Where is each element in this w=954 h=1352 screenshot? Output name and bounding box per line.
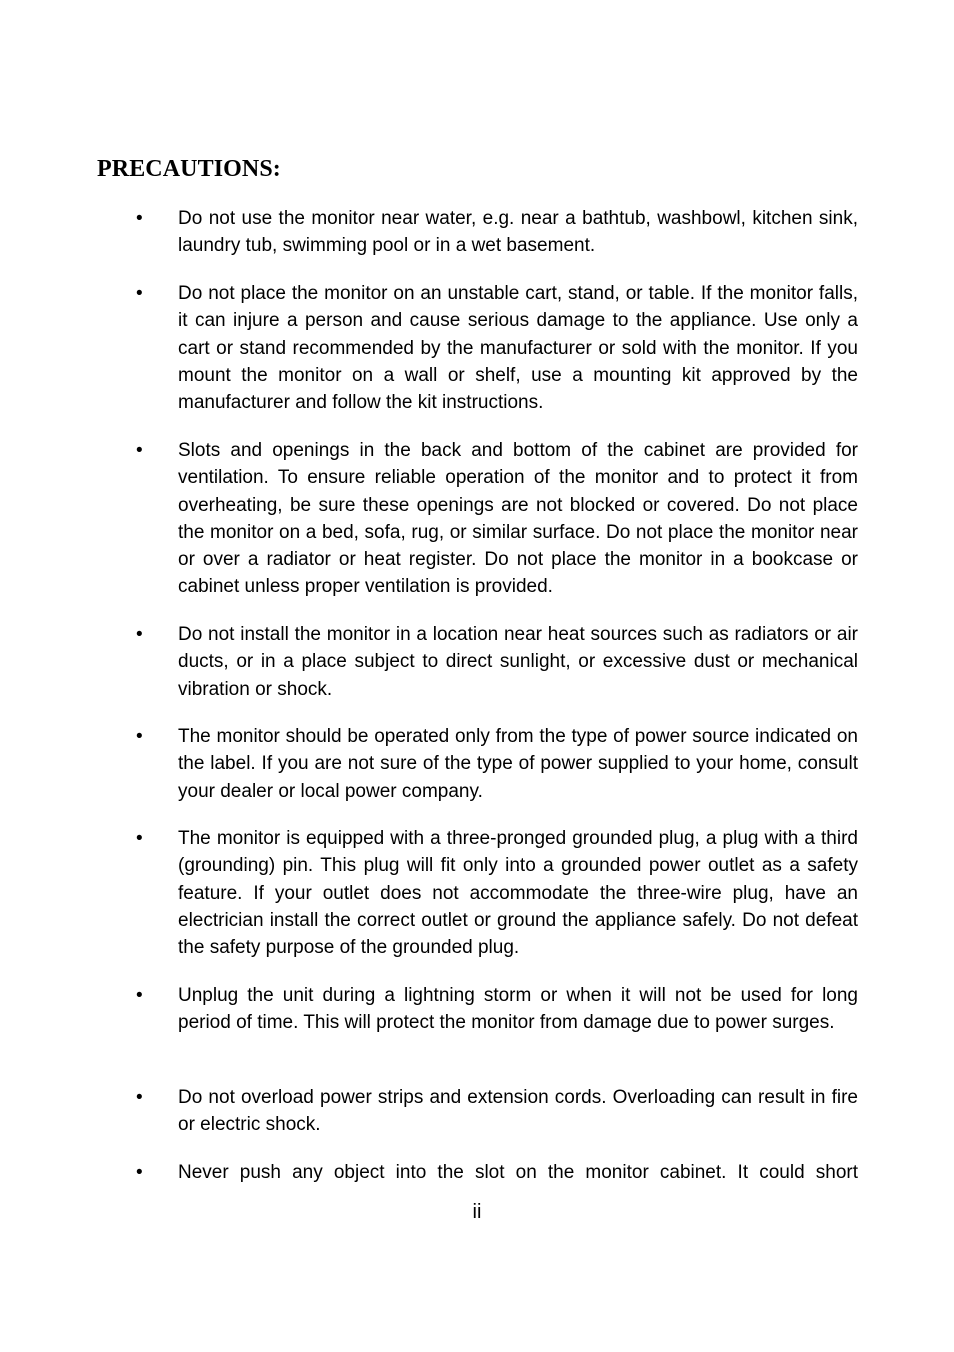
bullet-icon: • — [136, 726, 143, 747]
list-item-text: Do not install the monitor in a location near heat sources such as radiators or air ducts, or in a place subject to direct sunlight, or excessive dust or mechanical vibration or shock. — [178, 624, 858, 700]
bullet-icon: • — [136, 985, 143, 1006]
list-item-text: Slots and openings in the back and bottom of the cabinet are provided for ventilation. To ensure reliable operation of the monitor and to protect it from overheating, be sure these openings are not blocked or covered. Do not place the monitor on a bed, sofa, rug, or similar surface. Do not place the monitor near or over a radiator or heat register. Do not place the monitor in a bookcase or cabinet unless proper ventilation is provided. — [178, 440, 858, 598]
bullet-icon: • — [136, 624, 143, 645]
bullet-icon: • — [136, 283, 143, 304]
bullet-icon: • — [136, 828, 143, 849]
list-item-text: Unplug the unit during a lightning storm or when it will not be used for long period of time. This will protect the monitor from damage due to power surges. — [178, 985, 858, 1034]
bullet-icon: • — [136, 440, 143, 461]
bullet-icon: • — [136, 208, 143, 229]
bullet-icon: • — [136, 1087, 143, 1108]
list-item-text: The monitor is equipped with a three-pronged grounded plug, a plug with a third (grounding) pin. This plug will fit only into a grounded power outlet as a safety feature. If your outlet does not accommodate the three-wire plug, have an electrician install the correct outlet or ground the appliance safely. Do not defeat the safety purpose of the grounded plug. — [178, 828, 858, 959]
list-item-text: Never push any object into the slot on the monitor cabinet. It could short — [178, 1162, 858, 1183]
page-heading: PRECAUTIONS: — [97, 156, 281, 182]
list-item-text: Do not place the monitor on an unstable cart, stand, or table. If the monitor falls, it can injure a person and cause serious damage to the appliance. Use only a cart or stand recommended by the manufacturer or sold with the monitor. If you mount the monitor on a wall or shelf, use a mounting kit approved by the manufacturer and follow the kit instructions. — [178, 283, 858, 414]
list-item-text: Do not use the monitor near water, e.g. near a bathtub, washbowl, kitchen sink, laundry tub, swimming pool or in a wet basement. — [178, 208, 858, 257]
bullet-icon: • — [136, 1162, 143, 1183]
list-item-text: Do not overload power strips and extension cords. Overloading can result in fire or electric shock. — [178, 1087, 858, 1136]
page-number: ii — [472, 1201, 482, 1223]
list-item-text: The monitor should be operated only from the type of power source indicated on the label. If you are not sure of the type of power supplied to your home, consult your dealer or local power company. — [178, 726, 858, 802]
